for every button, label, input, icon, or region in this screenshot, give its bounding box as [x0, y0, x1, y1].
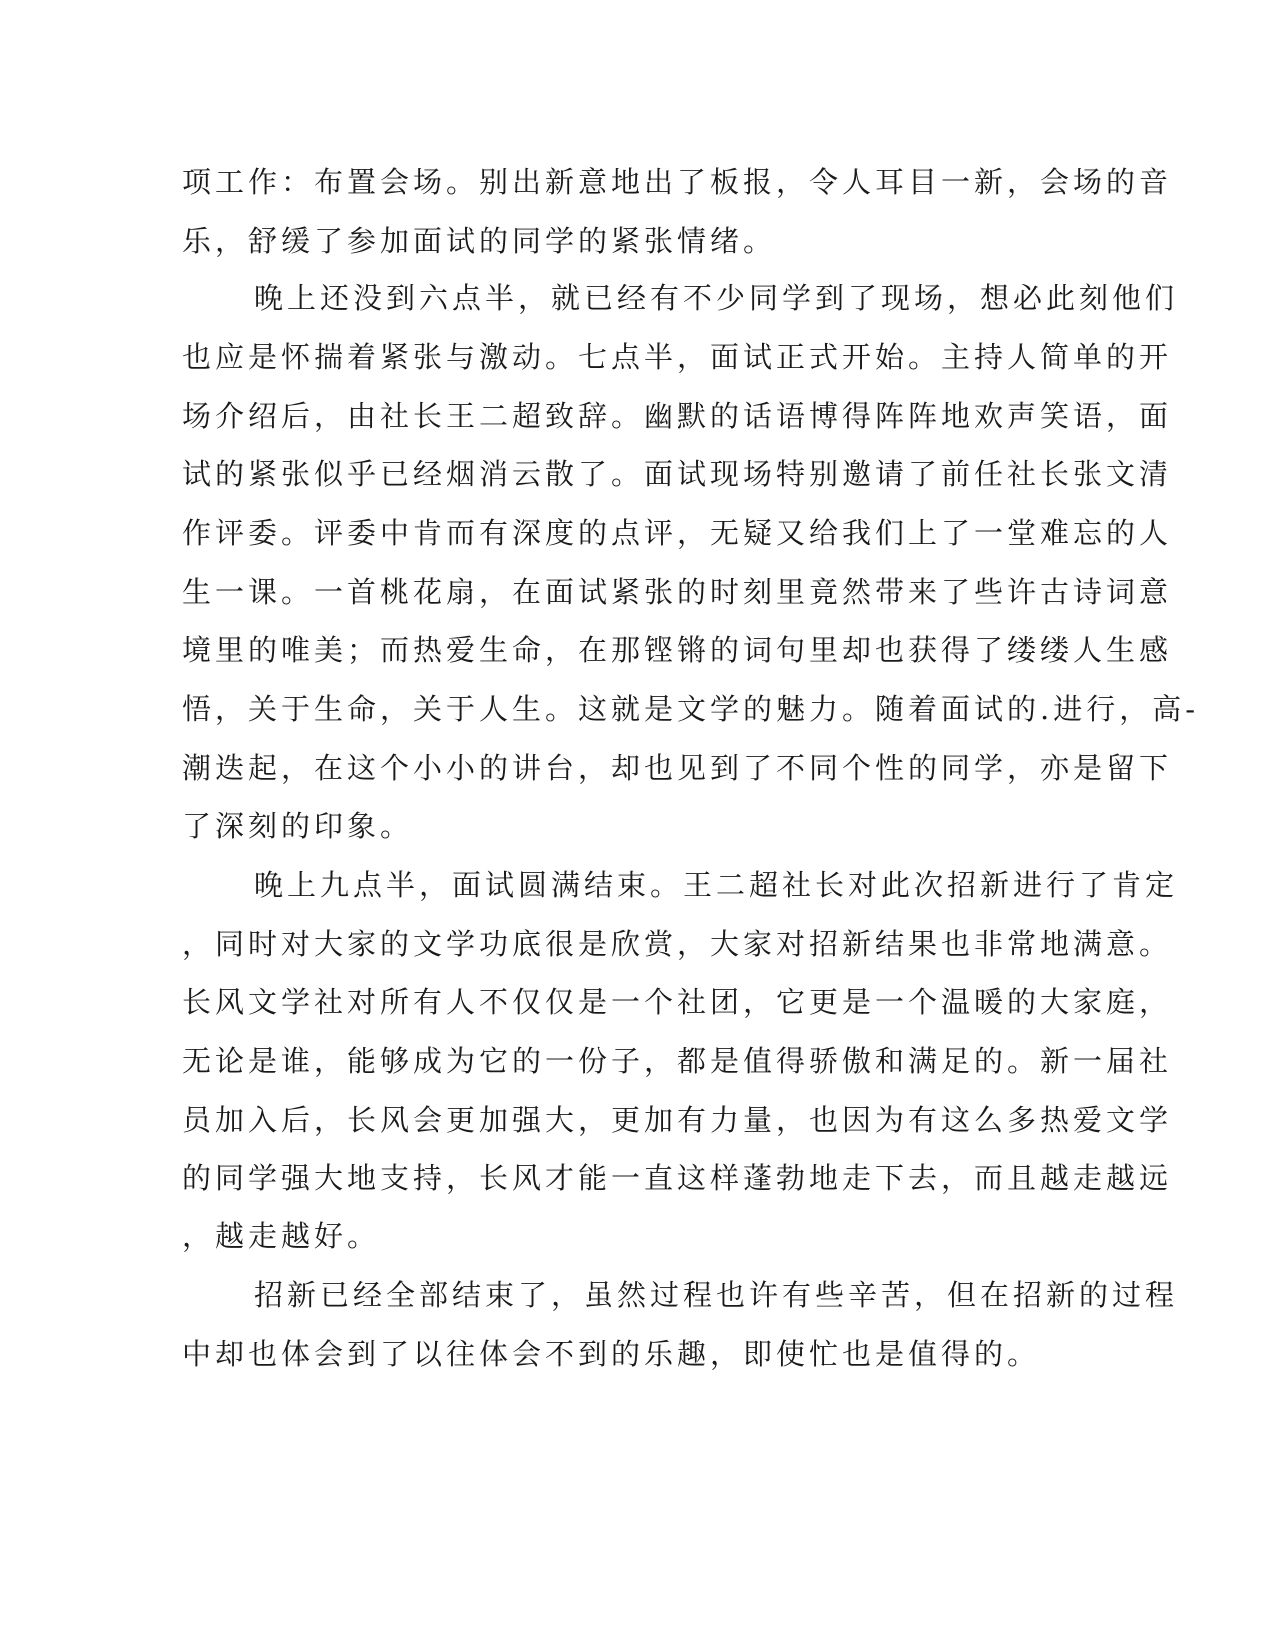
text-line: 的同学强大地支持，长风才能一直这样蓬勃地走下去，而且越走越远 — [182, 1161, 1173, 1195]
text-line: 场介绍后，由社长王二超致辞。幽默的话语博得阵阵地欢声笑语，面 — [182, 399, 1173, 433]
paragraph-first-line: 招新已经全部结束了，虽然过程也许有些辛苦，但在招新的过程 — [254, 1278, 1179, 1312]
text-line: 也应是怀揣着紧张与激动。七点半，面试正式开始。主持人简单的开 — [182, 340, 1173, 374]
text-line: 员加入后，长风会更加强大，更加有力量，也因为有这么多热爱文学 — [182, 1103, 1173, 1137]
text-line: 长风文学社对所有人不仅仅是一个社团，它更是一个温暖的大家庭， — [182, 985, 1173, 1019]
text-line: 生一课。一首桃花扇，在面试紧张的时刻里竟然带来了些许古诗词意 — [182, 575, 1173, 609]
text-line: 潮迭起，在这个小小的讲台，却也见到了不同个性的同学，亦是留下 — [182, 751, 1173, 785]
text-line: ，越走越好。 — [182, 1219, 381, 1253]
text-line: 项工作：布置会场。别出新意地出了板报，令人耳目一新，会场的音 — [182, 165, 1173, 199]
text-line: 无论是谁，能够成为它的一份子，都是值得骄傲和满足的。新一届社 — [182, 1044, 1173, 1078]
text-line: 境里的唯美；而热爱生命，在那铿锵的词句里却也获得了缕缕人生感 — [182, 633, 1173, 667]
text-line: ，同时对大家的文学功底很是欣赏，大家对招新结果也非常地满意。 — [182, 927, 1173, 961]
paragraph-first-line: 晚上还没到六点半，就已经有不少同学到了现场，想必此刻他们 — [254, 281, 1179, 315]
text-line: 悟，关于生命，关于人生。这就是文学的魅力。随着面试的.进行，高- — [182, 692, 1200, 726]
text-line: 乐，舒缓了参加面试的同学的紧张情绪。 — [182, 224, 777, 258]
text-line: 了深刻的印象。 — [182, 809, 414, 843]
text-line: 试的紧张似乎已经烟消云散了。面试现场特别邀请了前任社长张文清 — [182, 457, 1173, 491]
paragraph-first-line: 晚上九点半，面试圆满结束。王二超社长对此次招新进行了肯定 — [254, 868, 1179, 902]
text-line: 中却也体会到了以往体会不到的乐趣，即使忙也是值得的。 — [182, 1337, 1041, 1371]
text-line: 作评委。评委中肯而有深度的点评，无疑又给我们上了一堂难忘的人 — [182, 516, 1173, 550]
